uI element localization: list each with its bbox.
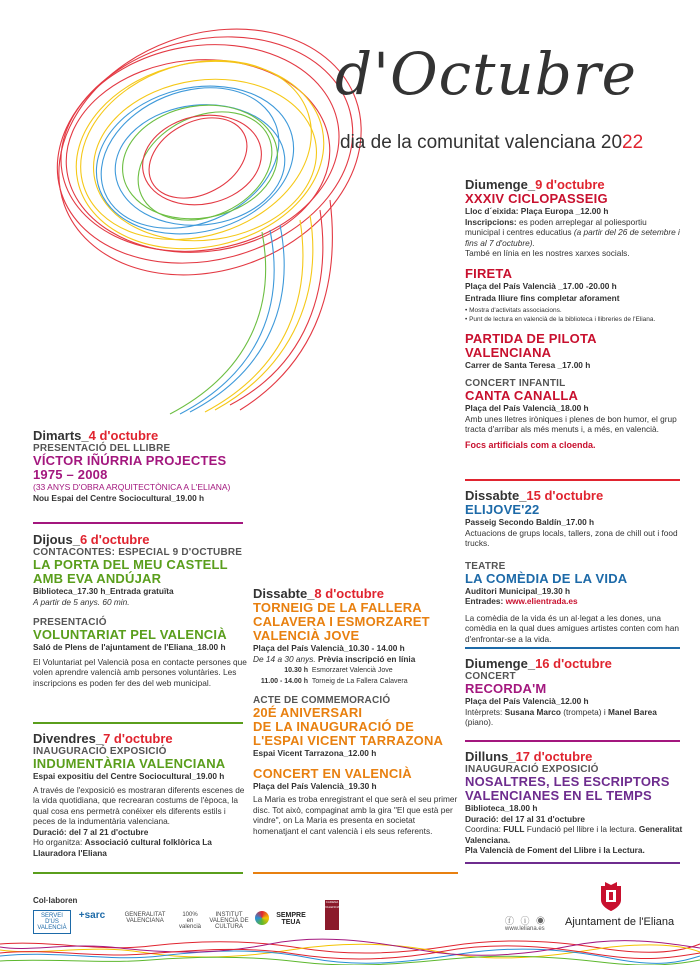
event-title: NOSALTRES, LES ESCRIPTORS bbox=[465, 774, 670, 789]
event-kicker: PRESENTACIÓ bbox=[33, 617, 107, 628]
schedule-row: 11.00 - 14.00 h Torneig de La Fallera Calavera bbox=[260, 677, 408, 685]
event-title: 1975 – 2008 bbox=[33, 467, 108, 482]
event-title: VOLUNTARIAT PEL VALENCIÀ bbox=[33, 627, 227, 642]
event-title: CONCERT EN VALENCIÀ bbox=[253, 765, 412, 781]
collab-label: Col·laboren bbox=[33, 896, 78, 905]
list-item: • Punt de lectura en valencià de la biblioteca i llibreries de l'Eliana. bbox=[465, 315, 656, 323]
event-title: TORNEIG DE LA FALLERA bbox=[253, 600, 422, 615]
day-heading: Dilluns_17 d'octubre bbox=[465, 749, 593, 764]
scribble-band-graphic bbox=[0, 938, 700, 965]
event-place: Espai expositiu del Centre Sociocultural_19.00 h bbox=[33, 771, 225, 781]
event-organizer: Ho organitza: Associació cultural folklòrica La Llauradora l'Eliana bbox=[33, 837, 212, 858]
event-place: Plaça del País Valencià_18.00 h bbox=[465, 403, 589, 413]
divider bbox=[465, 862, 680, 864]
event-monday-17 bbox=[465, 749, 685, 856]
event-saturday-15 bbox=[465, 488, 680, 644]
event-place: Saló de Plens de l'ajuntament de l'Eliana_18.00 h bbox=[33, 642, 226, 652]
event-place: Nou Espai del Centre Sociocultural_19.00 h bbox=[33, 492, 205, 503]
event-desc: Inscripcions: es poden arreplegar al poliesportiu municipal i centres educatius (a partir del 26 de setembre i fins al 7 d'octubre). bbox=[465, 216, 680, 248]
event-kicker: ACTE DE COMMEMORACIÓ bbox=[253, 695, 391, 706]
divider bbox=[253, 872, 458, 874]
social-icons: ⓕ ⓘ ◉ bbox=[505, 916, 548, 926]
event-title: DE LA INAUGURACIÓ DE bbox=[253, 719, 414, 734]
day-heading: Dimarts_4 d'octubre bbox=[33, 428, 159, 443]
day-heading: Diumenge_16 d'octubre bbox=[465, 656, 612, 671]
event-desc: La Maria es troba enregistrant el que serà el seu primer disc. Tot això, compaginat amb la gira "El que està per vindre", on La Maria es presenta en societat homenatjant el cant valencià i els seus referents. bbox=[253, 794, 458, 836]
event-title: AMB EVA ANDÚJAR bbox=[33, 571, 162, 586]
event-desc: Coordina: FULL Fundació pel llibre i la lectura. Generalitat Valenciana. bbox=[465, 824, 683, 845]
color-wheel-icon bbox=[255, 911, 269, 925]
event-place: Carrer de Santa Teresa _17.00 h bbox=[465, 359, 591, 370]
event-kicker: INAUGURACIÓ EXPOSICIÓ bbox=[465, 764, 599, 775]
event-duration: Duració: del 17 al 31 d'octubre bbox=[465, 813, 586, 824]
event-title: VÍCTOR IÑÚRRIA PROJECTES bbox=[33, 453, 227, 468]
event-kicker: CONTACONTES: ESPECIAL 9 D'OCTUBRE bbox=[33, 547, 243, 558]
event-title: INDUMENTÀRIA VALENCIANA bbox=[33, 756, 226, 771]
event-note: Focs artificials com a cloenda. bbox=[465, 439, 596, 450]
divider bbox=[465, 647, 680, 649]
event-title: XXXIV CICLOPASSEIG bbox=[465, 191, 608, 206]
event-desc: La comèdia de la vida és un al·legat a les dones, una comèdia en la qual dues amigues artistes conten com han d'enfrontar-se a la vida. bbox=[465, 612, 680, 644]
event-kicker: PRESENTACIÓ DEL LLIBRE bbox=[33, 443, 171, 454]
event-kicker: TEATRE bbox=[465, 560, 506, 572]
event-sunday-16 bbox=[465, 656, 680, 728]
divider bbox=[465, 479, 680, 481]
event-desc: Pla Valencià de Foment del Llibre i la Lectura. bbox=[465, 845, 645, 855]
event-desc: El Voluntariat pel Valencià posa en contacte persones que volen aprendre valencià amb persones voluntàries. Les inscripcions es poden fer des del web municipal. bbox=[33, 656, 247, 688]
event-place: Auditori Municipal_19.30 h bbox=[465, 585, 571, 596]
day-heading: Divendres_7 d'octubre bbox=[33, 731, 173, 746]
town-name: Ajuntament de l'Eliana bbox=[565, 916, 675, 928]
event-thursday-6 bbox=[33, 532, 248, 688]
event-saturday-8 bbox=[253, 586, 463, 836]
event-duration: Duració: del 7 al 21 d'octubre bbox=[33, 826, 149, 837]
event-age: De 14 a 30 anys. Prèvia inscripció en línia bbox=[253, 653, 416, 664]
event-note: (33 ANYS D'OBRA ARQUITECTÒNICA A L'ELIANA) bbox=[33, 482, 231, 492]
logo: CADENA VALENCIANA bbox=[325, 900, 339, 930]
event-title: VALENCIÀ JOVE bbox=[253, 628, 360, 643]
event-friday-7 bbox=[33, 731, 248, 858]
divider bbox=[33, 722, 243, 724]
event-title: VALENCIANES EN EL TEMPS bbox=[465, 788, 652, 803]
event-place: Plaça del País Valencià_10.30 - 14.00 h bbox=[253, 643, 405, 653]
event-title: FIRETA bbox=[465, 265, 513, 281]
town-crest-icon bbox=[598, 880, 624, 912]
event-place: Plaça del País Valencià_12.00 h bbox=[465, 696, 589, 706]
event-title: CANTA CANALLA bbox=[465, 388, 579, 403]
event-place: Lloc d´eixida: Plaça Europa _12.00 h bbox=[465, 206, 609, 216]
event-desc: A través de l'exposició es mostraran diferents escenes de la vida quotidiana, que recrearan costums de l'època, la qual cosa ens permetrà conéixer els diferents estils i peces de la indumentària valenciana. bbox=[33, 784, 245, 826]
list-item: • Mostra d'activitats associacions. bbox=[465, 306, 562, 314]
event-age: A partir de 5 anys. 60 min. bbox=[33, 596, 130, 607]
event-desc: Intèrprets: Susana Marco (trompeta) i Manel Barea (piano). bbox=[465, 706, 657, 727]
event-title: RECORDA'M bbox=[465, 681, 547, 696]
page-subtitle: dia de la comunitat valenciana 2022 bbox=[340, 132, 644, 153]
divider bbox=[33, 872, 243, 874]
logo: INSTITUT VALENCIÀ DE CULTURA bbox=[209, 912, 249, 930]
logo: SERVEI D'ÚS VALENCIÀ bbox=[33, 910, 71, 934]
ticket-link[interactable]: www.elientrada.es bbox=[505, 596, 578, 606]
divider bbox=[465, 740, 680, 742]
event-entry: Entrada lliure fins completar aforament bbox=[465, 293, 620, 303]
event-desc: També en línia en les nostres xarxes socials. bbox=[465, 248, 630, 258]
event-sunday-9 bbox=[465, 177, 680, 450]
event-place: Biblioteca_17.30 h_Entrada gratuïta bbox=[33, 586, 174, 596]
event-title: 20É ANIVERSARI bbox=[253, 705, 363, 720]
day-heading: Dijous_6 d'octubre bbox=[33, 532, 150, 547]
event-place: Passeig Secondo Baldín_17.00 h bbox=[465, 517, 595, 527]
event-title: PARTIDA DE PILOTA VALENCIANA bbox=[465, 330, 597, 360]
logo: GENERALITAT VALENCIANA bbox=[124, 912, 166, 924]
logo: 100% en valencià bbox=[179, 912, 202, 930]
event-kicker: CONCERT bbox=[465, 671, 516, 682]
event-desc: Amb unes lletres iròniques i plenes de bon humor, el grup tracta d'arribar als més menuts i, a més, en valencià. bbox=[465, 413, 677, 434]
event-title: ELIJOVE'22 bbox=[465, 502, 540, 517]
page-title: d'Octubre bbox=[335, 40, 637, 108]
logo: +sarc bbox=[78, 910, 106, 921]
event-entry: Entrades: www.elientrada.es bbox=[465, 596, 578, 606]
schedule-row: 10.30 h Esmorzaret Valencià Jove bbox=[284, 667, 393, 674]
event-desc: Actuacions de grups locals, tallers, zona de chill out i food trucks. bbox=[465, 527, 678, 548]
event-kicker: CONCERT INFANTIL bbox=[465, 378, 566, 389]
event-title: LA COMÈDIA DE LA VIDA bbox=[465, 570, 628, 586]
event-tuesday-4 bbox=[33, 428, 248, 503]
event-kicker: INAUGURACIÓ EXPOSICIÓ bbox=[33, 746, 167, 757]
event-place: Espai Vicent Tarrazona_12.00 h bbox=[253, 748, 377, 758]
website-link[interactable]: www.leliana.es bbox=[505, 926, 545, 932]
day-heading: Dissabte_8 d'octubre bbox=[253, 586, 384, 601]
event-title: LA PORTA DEL MEU CASTELL bbox=[33, 557, 228, 572]
day-heading: Diumenge_9 d'octubre bbox=[465, 177, 605, 192]
event-place: Biblioteca_18.00 h bbox=[465, 803, 538, 813]
event-title: L'ESPAI VICENT TARRAZONA bbox=[253, 733, 444, 748]
event-place: Plaça del País Valencià_19.30 h bbox=[253, 780, 377, 791]
divider bbox=[33, 522, 243, 524]
event-title: CALAVERA I ESMORZARET bbox=[253, 614, 430, 629]
day-heading: Dissabte_15 d'octubre bbox=[465, 488, 604, 503]
event-place: Plaça del País Valencià _17.00 -20.00 h bbox=[465, 280, 617, 291]
logo: SEMPRE TEUA bbox=[276, 912, 306, 926]
